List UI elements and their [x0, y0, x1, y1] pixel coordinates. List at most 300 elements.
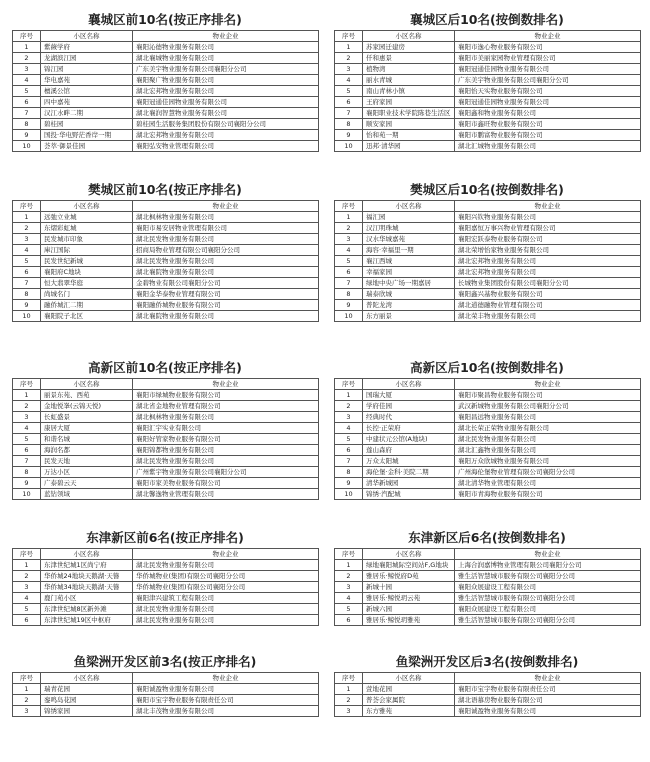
ranking-table	[334, 200, 641, 322]
ranking-section	[334, 10, 640, 152]
rank-no: 8	[13, 289, 41, 300]
rank-no: 10	[335, 311, 363, 322]
rank-no: 2	[13, 571, 41, 582]
section-title: 鱼梁洲开发区前3名(按正序排名)	[73, 654, 257, 669]
header-company: 物业企业	[133, 673, 319, 684]
table-row	[13, 706, 319, 717]
community-name: 华电嘉苑	[41, 75, 133, 86]
community-name: 民发天地	[41, 456, 133, 467]
table-row	[335, 267, 641, 278]
property-company: 招商局物业管理有限公司襄阳分公司	[133, 245, 319, 256]
table-row	[13, 582, 319, 593]
ranking-table	[12, 30, 319, 152]
community-name: 蓝钻领域	[41, 489, 133, 500]
rank-no: 6	[13, 445, 41, 456]
property-company: 湖北枫林物业服务有限公司	[133, 412, 319, 423]
community-name: 顺安家园	[363, 119, 455, 130]
rank-no: 2	[335, 401, 363, 412]
ranking-section	[12, 528, 318, 626]
property-company: 湖北馨逸物业管理有限公司	[133, 489, 319, 500]
table-row	[13, 141, 319, 152]
property-company: 襄阳市宝宇物业服务有限责任公司	[133, 695, 319, 706]
rank-no: 4	[13, 245, 41, 256]
rank-no: 4	[13, 593, 41, 604]
community-name: 尚城名门	[41, 289, 133, 300]
rank-no: 10	[13, 489, 41, 500]
community-name: 鹿门苑小区	[41, 593, 133, 604]
rank-no: 1	[335, 212, 363, 223]
community-name: 绿地襄阳城际空间站F,G地块	[363, 560, 455, 571]
table-row	[13, 75, 319, 86]
property-company: 华侨城物业(集团)有限公司襄阳分公司	[133, 571, 319, 582]
header-no: 序号	[13, 31, 41, 42]
rank-no: 3	[13, 64, 41, 75]
property-company: 襄阳市家美物业服务有限公司	[133, 478, 319, 489]
table-row	[335, 53, 641, 64]
ranking-table	[12, 672, 319, 717]
property-company: 襄阳冠通佳园物业服务有限公司	[455, 97, 641, 108]
rank-no: 10	[335, 489, 363, 500]
property-company: 湖北民发物业服务有限公司	[133, 456, 319, 467]
property-company: 长城物业集团股份有限公司襄阳分公司	[455, 278, 641, 289]
rank-no: 2	[13, 401, 41, 412]
rank-no: 7	[13, 108, 41, 119]
property-company: 广州紫宇物业服务有限公司襄阳分公司	[133, 467, 319, 478]
community-name: 海伦堡·金科·美院二期	[363, 467, 455, 478]
section-title: 樊城区前10名(按正序排名)	[88, 182, 242, 197]
header-name: 小区名称	[41, 673, 133, 684]
community-name: 东津世纪城19区中枢府	[41, 615, 133, 626]
table-row	[13, 560, 319, 571]
header-name: 小区名称	[41, 379, 133, 390]
header-name: 小区名称	[363, 379, 455, 390]
table-row	[335, 560, 641, 571]
table-row	[335, 582, 641, 593]
rank-no: 9	[13, 478, 41, 489]
table-row	[13, 615, 319, 626]
ranking-table	[12, 548, 319, 626]
rank-no: 4	[13, 423, 41, 434]
rank-no: 7	[13, 278, 41, 289]
community-name: 莲山森府	[363, 445, 455, 456]
section-title: 鱼梁洲开发区后3名(按倒数排名)	[395, 654, 579, 669]
table-row	[335, 311, 641, 322]
community-name: 东津世纪城8区新外滩	[41, 604, 133, 615]
table-row	[13, 245, 319, 256]
community-name: 海容·幸福里一期	[363, 245, 455, 256]
table-row	[13, 311, 319, 322]
table-row	[13, 64, 319, 75]
rank-no: 5	[335, 434, 363, 445]
table-row	[335, 571, 641, 582]
community-name: 华侨城34地块天鹅湖·天簪	[41, 582, 133, 593]
header-name: 小区名称	[41, 31, 133, 42]
header-no: 序号	[13, 379, 41, 390]
community-name: 四中嘉苑	[41, 97, 133, 108]
property-company: 襄阳诚盈物业服务有限公司	[455, 706, 641, 717]
community-name: 丽水青城	[363, 75, 455, 86]
community-name: 民发城市印象	[41, 234, 133, 245]
community-name: 福汇园	[363, 212, 455, 223]
property-company: 湖北宏邦物业服务有限公司	[455, 256, 641, 267]
community-name: 恒大翡翠华庭	[41, 278, 133, 289]
community-name: 东方雅苑	[363, 706, 455, 717]
property-company: 武汉新城物业服务有限公司襄阳分公司	[455, 401, 641, 412]
table-row	[335, 234, 641, 245]
header-company: 物业企业	[133, 201, 319, 212]
community-name: 绿地中央广场一期嘉居	[363, 278, 455, 289]
table-row	[335, 695, 641, 706]
rank-no: 1	[13, 390, 41, 401]
property-company: 襄阳冠通佳园物业服务有限公司	[133, 97, 319, 108]
rank-no: 8	[13, 119, 41, 130]
table-row	[13, 278, 319, 289]
table-row	[13, 478, 319, 489]
community-name: 远弛立业城	[41, 212, 133, 223]
property-company: 襄阳市绿城物业服务有限公司	[133, 390, 319, 401]
table-row	[335, 64, 641, 75]
rank-no: 1	[335, 684, 363, 695]
property-company: 襄阳弘安物业管理有限公司	[133, 141, 319, 152]
header-name: 小区名称	[41, 549, 133, 560]
header-name: 小区名称	[363, 549, 455, 560]
property-company: 襄阳众展建设工程有限公司	[455, 582, 641, 593]
table-row	[13, 42, 319, 53]
header-name: 小区名称	[363, 673, 455, 684]
header-name: 小区名称	[41, 201, 133, 212]
property-company: 襄阳汇宇实业有限公司	[133, 423, 319, 434]
table-row	[335, 119, 641, 130]
rank-no: 7	[335, 108, 363, 119]
community-name: 融侨城汇二期	[41, 300, 133, 311]
rank-no: 4	[335, 75, 363, 86]
community-name: 清华新城园	[363, 478, 455, 489]
property-company: 襄阳沁德物业服务有限公司	[133, 42, 319, 53]
rank-no: 3	[335, 234, 363, 245]
property-company: 襄阳聚广物业服务有限公司	[133, 75, 319, 86]
rank-no: 5	[335, 256, 363, 267]
table-row	[335, 434, 641, 445]
rank-no: 9	[335, 478, 363, 489]
header-no: 序号	[335, 379, 363, 390]
community-name: 广泰碧云天	[41, 478, 133, 489]
header-company: 物业企业	[133, 31, 319, 42]
property-company: 湖北汇城物业服务有限公司	[455, 141, 641, 152]
table-row	[335, 593, 641, 604]
community-name: 銮鸣岛花园	[41, 695, 133, 706]
rank-no: 6	[335, 445, 363, 456]
property-company: 襄阳嘉恒万事兴物业管理有限公司	[455, 223, 641, 234]
community-name: 襄江西城	[363, 256, 455, 267]
header-no: 序号	[13, 673, 41, 684]
rank-no: 10	[335, 141, 363, 152]
community-name: 幸福家园	[363, 267, 455, 278]
table-header-row	[13, 31, 319, 42]
rank-no: 1	[13, 42, 41, 53]
community-name: 民发世纪新城	[41, 256, 133, 267]
community-name: 汉水华城嘉苑	[363, 234, 455, 245]
header-no: 序号	[13, 201, 41, 212]
community-name: 锦绣·汽配城	[363, 489, 455, 500]
property-company: 湖北枫林物业服务有限公司	[133, 212, 319, 223]
header-name: 小区名称	[363, 31, 455, 42]
table-row	[13, 695, 319, 706]
rank-no: 2	[13, 53, 41, 64]
table-row	[13, 467, 319, 478]
ranking-section	[334, 358, 640, 500]
table-header-row	[335, 673, 641, 684]
property-company: 广东美宇物业服务有限公司襄阳分公司	[455, 75, 641, 86]
property-company: 湖北清华物业管理有限公司	[455, 478, 641, 489]
rank-no: 8	[335, 467, 363, 478]
rank-no: 1	[335, 560, 363, 571]
header-no: 序号	[335, 673, 363, 684]
community-name: 锦绣家园	[41, 706, 133, 717]
community-name: 新城十园	[363, 582, 455, 593]
table-row	[335, 97, 641, 108]
table-header-row	[335, 31, 641, 42]
rank-no: 4	[13, 75, 41, 86]
section-title: 东津新区前6名(按正序排名)	[86, 530, 244, 545]
header-company: 物业企业	[455, 379, 641, 390]
community-name: 紫薇学府	[41, 42, 133, 53]
table-row	[335, 212, 641, 223]
table-row	[13, 593, 319, 604]
rank-no: 7	[335, 278, 363, 289]
community-name: 檀溪公馆	[41, 86, 133, 97]
rank-no: 5	[335, 86, 363, 97]
ranking-table	[334, 378, 641, 500]
table-row	[13, 571, 319, 582]
property-company: 湖北汇鑫物业服务有限公司	[455, 445, 641, 456]
rank-no: 5	[13, 256, 41, 267]
table-header-row	[13, 549, 319, 560]
rank-no: 2	[335, 223, 363, 234]
property-company: 襄阳市聚昌物业服务有限公司	[455, 390, 641, 401]
property-company: 襄阳市易安居物业管理有限公司	[133, 223, 319, 234]
community-name: 学府佳园	[363, 401, 455, 412]
table-row	[13, 401, 319, 412]
table-row	[335, 456, 641, 467]
rank-no: 5	[13, 604, 41, 615]
property-company: 襄阳市鑫旺物业服务有限公司	[455, 119, 641, 130]
table-row	[13, 97, 319, 108]
rank-no: 6	[13, 97, 41, 108]
table-row	[335, 412, 641, 423]
table-row	[13, 684, 319, 695]
table-row	[335, 245, 641, 256]
community-name: 东熠彩虹城	[41, 223, 133, 234]
header-company: 物业企业	[455, 201, 641, 212]
header-no: 序号	[13, 549, 41, 560]
community-name: 长控·正荣府	[363, 423, 455, 434]
community-name: 国投·华电野茫香岸一期	[41, 130, 133, 141]
community-name: 万达小区	[41, 467, 133, 478]
community-name: 汉江水畔二期	[41, 108, 133, 119]
property-company: 襄阳金华泰物业管理有限公司	[133, 289, 319, 300]
property-company: 襄阳市鹏富物业服务有限公司	[455, 130, 641, 141]
table-row	[335, 489, 641, 500]
community-name: 庫江国际	[41, 245, 133, 256]
community-name: 锦江园	[41, 64, 133, 75]
table-header-row	[13, 379, 319, 390]
table-row	[13, 86, 319, 97]
header-company: 物业企业	[455, 31, 641, 42]
table-row	[13, 434, 319, 445]
property-company: 襄阳津兴建筑工程有限公司	[133, 593, 319, 604]
table-row	[335, 706, 641, 717]
rank-no: 6	[13, 615, 41, 626]
table-row	[13, 212, 319, 223]
property-company: 湖北襄润智慧物业服务有限公司	[133, 108, 319, 119]
property-company: 雅生活智慧城市服务有限公司襄阳分公司	[455, 615, 641, 626]
rank-no: 3	[13, 234, 41, 245]
property-company: 湖北民发物业服务有限公司	[133, 256, 319, 267]
ranking-section	[334, 180, 640, 322]
table-row	[13, 604, 319, 615]
property-company: 湖北民发物业服务有限公司	[455, 434, 641, 445]
community-name: 雅居乐·鲸悦玥雅苑	[363, 615, 455, 626]
table-row	[13, 223, 319, 234]
community-name: 迅邦·清华园	[363, 141, 455, 152]
ranking-section	[12, 358, 318, 500]
table-row	[335, 86, 641, 97]
table-row	[335, 390, 641, 401]
table-row	[335, 108, 641, 119]
table-row	[13, 456, 319, 467]
community-name: 海润名都	[41, 445, 133, 456]
property-company: 雅生活智慧城市服务有限公司襄阳分公司	[455, 593, 641, 604]
rank-no: 10	[13, 311, 41, 322]
table-row	[335, 478, 641, 489]
property-company: 襄阳市青海物业服务有限公司	[455, 489, 641, 500]
rank-no: 1	[13, 560, 41, 571]
community-name: 普荟会家属院	[363, 695, 455, 706]
property-company: 湖北长荣正荣物业服务有限公司	[455, 423, 641, 434]
property-company: 华侨城物业(集团)有限公司襄阳分公司	[133, 582, 319, 593]
table-row	[335, 423, 641, 434]
header-company: 物业企业	[133, 549, 319, 560]
rank-no: 4	[335, 245, 363, 256]
property-company: 湖北襄院物业服务有限公司	[133, 267, 319, 278]
community-name: 襄阳院子北区	[41, 311, 133, 322]
property-company: 湖北民发物业服务有限公司	[133, 234, 319, 245]
table-row	[335, 615, 641, 626]
rank-no: 9	[13, 130, 41, 141]
property-company: 湖北宏邦物业服务有限公司	[133, 130, 319, 141]
community-name: 雅居乐·鲸悦府D苑	[363, 571, 455, 582]
ranking-table	[334, 672, 641, 717]
rank-no: 5	[13, 434, 41, 445]
ranking-table	[334, 548, 641, 626]
ranking-section	[334, 528, 640, 626]
rank-no: 9	[335, 130, 363, 141]
rank-no: 3	[335, 412, 363, 423]
table-row	[13, 489, 319, 500]
community-name: 长虹盛景	[41, 412, 133, 423]
rank-no: 3	[335, 706, 363, 717]
property-company: 湖北省金地物业管理有限公司	[133, 401, 319, 412]
community-name: 瑞泰欣城	[363, 289, 455, 300]
community-name: 金地悦峯(云锦天悦)	[41, 401, 133, 412]
rank-no: 10	[13, 141, 41, 152]
property-company: 湖北民发物业服务有限公司	[133, 615, 319, 626]
community-name: 荟萃·御景佳园	[41, 141, 133, 152]
property-company: 广州海伦堡物业管理有限公司襄阳分公司	[455, 467, 641, 478]
community-name: 和谐名城	[41, 434, 133, 445]
community-name: 经典时代	[363, 412, 455, 423]
table-row	[335, 42, 641, 53]
community-name: 普陀龙湾	[363, 300, 455, 311]
rank-no: 3	[335, 582, 363, 593]
property-company: 湖北民发物业服务有限公司	[133, 560, 319, 571]
table-row	[13, 289, 319, 300]
rank-no: 8	[13, 467, 41, 478]
property-company: 襄阳万众欣城物业服务有限公司	[455, 456, 641, 467]
property-company: 襄阳市逸心物业服务有限公司	[455, 42, 641, 53]
section-title: 东津新区后6名(按倒数排名)	[408, 530, 566, 545]
property-company: 湖北丰茂物业服务有限公司	[133, 706, 319, 717]
property-company: 湖北荣增怡家物业服务有限公司	[455, 245, 641, 256]
rank-no: 6	[335, 615, 363, 626]
section-title: 襄城区前10名(按正序排名)	[88, 12, 242, 27]
table-row	[335, 684, 641, 695]
header-no: 序号	[335, 201, 363, 212]
rank-no: 7	[13, 456, 41, 467]
community-name: 华侨城24地块天鹅湖·天簪	[41, 571, 133, 582]
property-company: 湖北民发物业服务有限公司	[133, 604, 319, 615]
rank-no: 8	[335, 289, 363, 300]
rank-no: 5	[13, 86, 41, 97]
property-company: 湖北宏邦物业服务有限公司	[455, 267, 641, 278]
community-name: 东方丽景	[363, 311, 455, 322]
property-company: 碧桂园生活服务集团股份有限公司襄阳分公司	[133, 119, 319, 130]
property-company: 襄阳众展建设工程有限公司	[455, 604, 641, 615]
table-row	[13, 445, 319, 456]
table-row	[335, 130, 641, 141]
property-company: 湖北襄院物业服务有限公司	[133, 311, 319, 322]
table-row	[13, 412, 319, 423]
rank-no: 3	[13, 412, 41, 423]
ranking-table	[334, 30, 641, 152]
rank-no: 6	[13, 267, 41, 278]
table-row	[13, 108, 319, 119]
property-company: 襄阳鑫和物业服务有限公司	[455, 108, 641, 119]
section-title: 高新区后10名(按倒数排名)	[410, 360, 564, 375]
community-name: 仟和惠景	[363, 53, 455, 64]
property-company: 广东美宇物业服务有限公司襄阳分公司	[133, 64, 319, 75]
header-no: 序号	[335, 549, 363, 560]
community-name: 瑞青花园	[41, 684, 133, 695]
header-no: 序号	[335, 31, 363, 42]
rank-no: 3	[13, 706, 41, 717]
community-name: 王府家园	[363, 97, 455, 108]
table-row	[335, 223, 641, 234]
property-company: 襄阳兴钦物业服务有限公司	[455, 212, 641, 223]
community-name: 万众太阳城	[363, 456, 455, 467]
community-name: 植物湾	[363, 64, 455, 75]
community-name: 康居大厦	[41, 423, 133, 434]
community-name: 国瑞大厦	[363, 390, 455, 401]
header-company: 物业企业	[133, 379, 319, 390]
community-name: 龙湖滨江园	[41, 53, 133, 64]
table-row	[13, 234, 319, 245]
table-row	[13, 423, 319, 434]
table-header-row	[335, 201, 641, 212]
section-title: 樊城区后10名(按倒数排名)	[410, 182, 564, 197]
table-row	[335, 289, 641, 300]
property-company: 湖北语慕房物业服务有限公司	[455, 695, 641, 706]
